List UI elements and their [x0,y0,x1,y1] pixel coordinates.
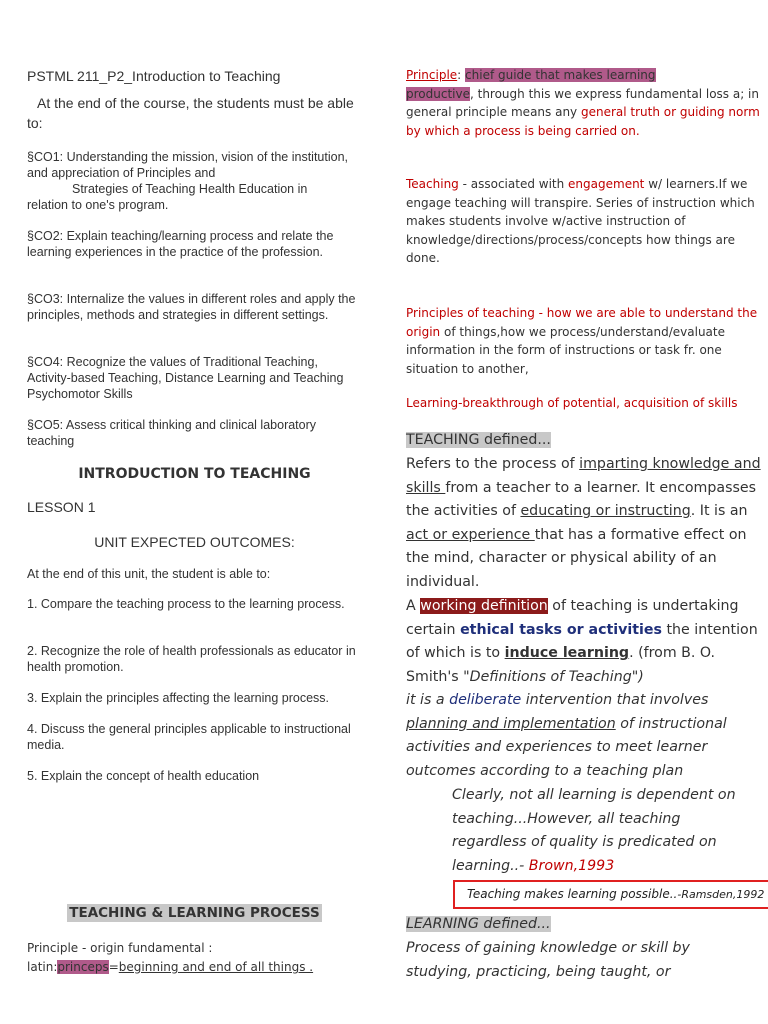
teaching-rest: w/ learners.If we engage teaching will transpire. Series of instruction which makes students involve w/active instruction of knowledge/directions/process/concepts how things are done. [406,177,755,265]
dl-planning: planning and implementation [406,715,616,732]
td-text-3: . It is an [690,503,748,520]
section-heading: INTRODUCTION TO TEACHING [78,466,311,482]
course-outcome-co3: §CO3: Internalize the values in different roles and apply the principles, methods and strategies in different settings. [27,292,356,322]
principles-of-teaching-rest: of things,how we process/understand/evaluate information in the form of instructions or task fr. one situation to another, [406,324,725,376]
deliberate-definition [406,689,768,783]
unit-outcome-4: 4. Discuss the general principles applicable to instructional media. [27,722,351,752]
wd-text-1: of teaching is undertaking certain [406,598,739,638]
unit-outcome-2: 2. Recognize the role of health professionals as educator in health promotion. [27,644,356,674]
td-educating: educating or instructing [520,503,691,520]
unit-outcome-3: 3. Explain the principles affecting the learning process. [27,691,330,705]
principle-rest: , through this we express fundamental loss a; in general principle means any [406,86,759,119]
learning-defined-heading: LEARNING defined... [406,916,551,932]
principle-line: Principle - origin fundamental : [27,941,213,955]
latin-word: princeps [57,960,109,974]
co1-line-b: Strategies of Teaching Health Education in [72,182,308,196]
learning-breakthrough: Learning-breakthrough of potential, acquisition of skills [406,396,738,410]
course-outcome-co5: §CO5: Assess critical thinking and clinical laboratory teaching [27,418,317,448]
co1-line-a: §CO1: Understanding the mission, vision of the institution, and appreciation of Principles and [27,150,349,180]
principle-colon: : [457,68,466,82]
principle-highlight-a: chief guide that makes learning [465,68,656,82]
principles-of-teaching-term: Principles of teaching - how we are able to understand the origin [406,306,758,339]
teaching-dash: - associated with [458,177,569,191]
unit-outcomes-heading: UNIT EXPECTED OUTCOMES: [94,534,295,550]
dl-text-1: it is a [406,692,450,708]
tlp-heading: TEACHING & LEARNING PROCESS [69,905,320,921]
unit-outcome-5: 5. Explain the concept of health education [27,769,260,783]
principle-paragraph [406,66,768,140]
quote-text: Clearly, not all learning is dependent on teaching...However, all teaching regardless of quality is predicated on learning..- [452,787,736,874]
teaching-defined-heading: TEACHING defined... [406,432,551,448]
tlp-heading-wrap [27,903,362,923]
principle-term: Principle [406,68,458,82]
wd-source: "Definitions of Teaching") [463,668,644,685]
dl-text-2: intervention that involves [521,692,709,708]
dl-text-3: of instructional activities and experiences to meet learner outcomes according to a teaching plan [406,715,727,779]
td-act: act or experience [406,526,535,543]
td-imparting: imparting knowledge and skills [406,456,761,496]
unit-intro: At the end of this unit, the student is able to: [27,567,271,581]
course-intro: At the end of the course, the students must be able to: [27,95,354,131]
td-text-4: that has a formative effect on the mind, character or physical ability of an individual. [406,526,747,590]
principle-origin [27,939,362,977]
principles-of-teaching-paragraph [406,304,768,378]
td-text-1: Refers to the process of [406,456,580,472]
box-quote-text: Teaching makes learning possible.. [467,887,678,901]
wd-highlight: working definition [420,598,548,614]
principle-red-text: general truth or guiding norm by which a process is being carried on. [406,105,760,138]
course-title: PSTML 211_P2_Introduction to Teaching [27,68,281,84]
latin-prefix: latin: [27,960,58,974]
teaching-definition [406,453,768,595]
unit-outcome-1: 1. Compare the teaching process to the learning process. [27,597,345,611]
brown-quote [452,784,752,878]
td-text-2: from a teacher to a learner. It encompasses the activities of [406,479,756,520]
ramsden-quote-box [453,880,768,909]
course-outcome-co4: §CO4: Recognize the values of Traditional Teaching, Activity-based Teaching, Distance Learning and Teaching Psychomotor Skills [27,355,344,401]
latin-line [27,958,362,977]
wd-ethical: ethical tasks or activities [460,621,662,638]
learning-definition: Process of gaining knowledge or skill by studying, practicing, being taught, or [406,940,690,980]
teaching-term: Teaching [406,177,459,191]
course-outcome-co2: §CO2: Explain teaching/learning process and relate the learning experiences in the practice of the profession. [27,229,334,259]
teaching-defined-heading-wrap [406,429,768,453]
teaching-engagement: engagement [568,177,645,191]
working-definition [406,595,768,689]
lesson-label: LESSON 1 [27,499,96,515]
wd-text-3: . (from B. O. Smith's [406,645,716,685]
wd-induce: induce learning [504,645,630,662]
teaching-paragraph [406,175,768,268]
wd-text-2: the intention of which is to [406,621,758,662]
course-outcome-co1 [27,149,362,213]
co1-line-c: relation to one's program. [27,198,169,212]
latin-equals: = [108,960,119,974]
quote-source: Brown,1993 [528,857,615,874]
box-quote-source: -Ramsden,1992 [677,888,765,901]
learning-defined-heading-wrap [406,913,768,937]
principle-highlight-b: productive [406,86,470,101]
wd-a: A [406,598,421,614]
dl-deliberate: deliberate [449,692,522,708]
latin-meaning: beginning and end of all things . [118,960,314,974]
